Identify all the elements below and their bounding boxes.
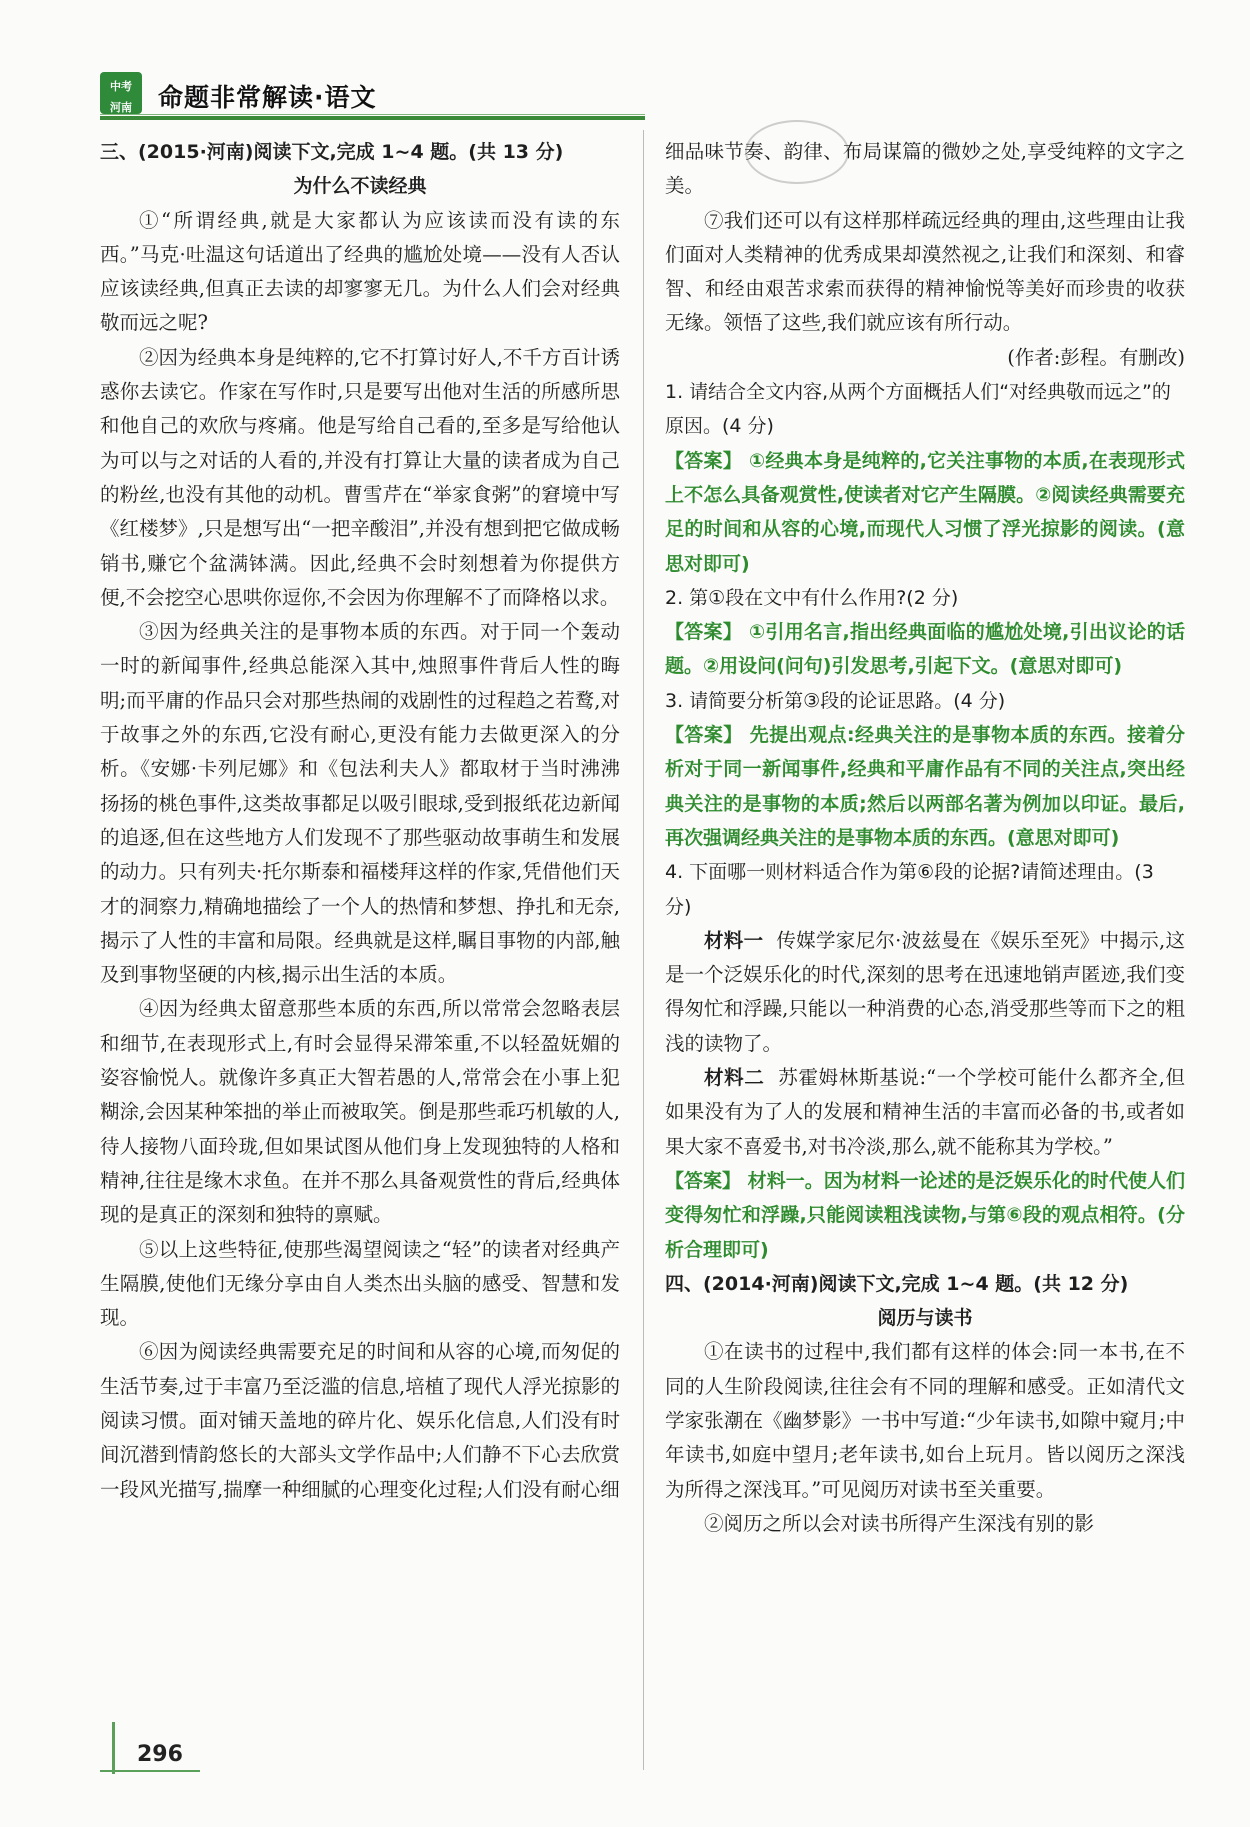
material-2-label: 材料二 [704, 1066, 765, 1090]
answer-2: 【答案】 ①引用名言,指出经典面临的尴尬处境,引出议论的话题。②用设问(问句)引发思考,引起下文。(意思对即可) [665, 621, 1185, 678]
header-divider [100, 116, 645, 120]
paragraph-1: ①“所谓经典,就是大家都认为应该读而没有读的东西。”马克·吐温这句话道出了经典的尴尬处境——没有人否认应该读经典,但真正去读的却寥寥无几。为什么人们会对经典敬而远之呢? [100, 208, 620, 335]
book-logo [100, 72, 142, 114]
author-note: (作者:彭程。有删改) [1007, 345, 1185, 369]
book-title: 命题非常解读·语文 [158, 83, 377, 112]
section4-paragraph-2: ②阅历之所以会对读书所得产生深浅有别的影 [704, 1511, 1095, 1535]
right-column [665, 135, 1185, 1541]
paragraph-4: ④因为经典太留意那些本质的东西,所以常常会忽略表层和细节,在表现形式上,有时会显得呆滞笨重,不以轻盈妩媚的姿容愉悦人。就像许多真正大智若愚的人,常常会在小事上犯糊涂,会因某种笨拙的举止而被取笑。倒是那些乖巧机敏的人,待人接物八面玲珑,但如果试图从他们身上发现独特的人格和精神,往往是缘木求鱼。在并不那么具备观赏性的背后,经典体现的是真正的深刻和独特的禀赋。 [100, 997, 620, 1227]
material-2-text: 苏霍姆林斯基说:“一个学校可能什么都齐全,但如果没有为了人的发展和精神生活的丰富而必备的书,或者如果大家不喜爱书,对书冷淡,那么,就不能称其为学校。” [665, 1066, 1185, 1158]
column-divider [643, 130, 644, 1770]
material-2 [665, 1061, 1185, 1164]
footer-line [100, 1770, 200, 1772]
material-1 [665, 924, 1185, 1061]
material-1-text: 传媒学家尼尔·波兹曼在《娱乐至死》中揭示,这是一个泛娱乐化的时代,深刻的思考在迅速地销声匿迹,我们变得匆忙和浮躁,只能以一种消费的心态,消受那些等而下之的粗浅的读物了。 [665, 928, 1185, 1055]
answer-1: 【答案】 ①经典本身是纯粹的,它关注事物的本质,在表现形式上不怎么具备观赏性,使读者对它产生隔膜。②阅读经典需要充足的时间和从容的心境,而现代人习惯了浮光掠影的阅读。(意思对即可) [665, 449, 1185, 575]
answer-4: 【答案】 材料一。因为材料一论述的是泛娱乐化的时代使人们变得匆忙和浮躁,只能阅读粗浅读物,与第⑥段的观点相符。(分析合理即可) [665, 1169, 1185, 1261]
logo-text-1: 中考 [110, 80, 132, 93]
article-title: 为什么不读经典 [293, 175, 427, 198]
header-divider-thin [100, 114, 645, 115]
question-2: 2. 第①段在文中有什么作用?(2 分) [665, 586, 959, 609]
paragraph-3: ③因为经典关注的是事物本质的东西。对于同一个轰动一时的新闻事件,经典总能深入其中,烛照事件背后人性的晦明;而平庸的作品只会对那些热闹的戏剧性的过程趋之若鹜,对于故事之外的东西,它没有耐心,更没有能力去做更深入的分析。《安娜·卡列尼娜》和《包法利夫人》都取材于当时沸沸扬扬的桃色事件,这类故事都足以吸引眼球,受到报纸花边新闻的追逐,但在这些地方人们发现不了那些驱动故事萌生和发展的动力。只有列夫·托尔斯泰和福楼拜这样的作家,凭借他们天才的洞察力,精确地描绘了一个人的热情和梦想、挣扎和无奈,揭示了人性的丰富和局限。经典就是这样,瞩目事物的内部,触及到事物坚硬的内核,揭示出生活的本质。 [100, 620, 620, 987]
page-number: 296 [137, 1742, 183, 1767]
section3-heading: 三、(2015·河南)阅读下文,完成 1~4 题。(共 13 分) [100, 141, 564, 163]
footer-bar [112, 1722, 115, 1774]
logo-text-2: 河南 [110, 101, 132, 114]
section4-paragraph-1: ①在读书的过程中,我们都有这样的体会:同一本书,在不同的人生阶段阅读,往往会有不同的理解和感受。正如清代文学家张潮在《幽梦影》一书中写道:“少年读书,如隙中窥月;中年读书,如庭中望月;老年读书,如台上玩月。皆以阅历之深浅为所得之深浅耳。”可见阅历对读书至关重要。 [665, 1340, 1185, 1501]
page-header [100, 70, 645, 120]
material-1-label: 材料一 [704, 928, 764, 952]
paragraph-7: ⑦我们还可以有这样那样疏远经典的理由,这些理由让我们面对人类精神的优秀成果却漠然视之,让我们和深刻、和睿智、和经由艰苦求索而获得的精神愉悦等美好而珍贵的收获无缘。领悟了这些,我们就应该有所行动。 [665, 208, 1185, 335]
question-1: 1. 请结合全文内容,从两个方面概括人们“对经典敬而远之”的原因。(4 分) [665, 381, 1171, 438]
paragraph-6: ⑥因为阅读经典需要充足的时间和从容的心境,而匆促的生活节奏,过于丰富乃至泛滥的信息,培植了现代人浮光掠影的阅读习惯。面对铺天盖地的碎片化、娱乐化信息,人们没有时间沉潜到情韵悠长的大部头文学作品中;人们静不下心去欣赏一段风光描写,揣摩一种细腻的心理变化过程;人们没有耐心细 [100, 1340, 620, 1501]
question-3: 3. 请简要分析第③段的论证思路。(4 分) [665, 689, 1006, 712]
question-4: 4. 下面哪一则材料适合作为第⑥段的论据?请简述理由。(3 分) [665, 861, 1154, 918]
section4-heading: 四、(2014·河南)阅读下文,完成 1~4 题。(共 12 分) [665, 1272, 1129, 1295]
section4-article-title: 阅历与读书 [877, 1307, 973, 1330]
answer-3: 【答案】 先提出观点:经典关注的是事物本质的东西。接着分析对于同一新闻事件,经典和平庸作品有不同的关注点,突出经典关注的是事物的本质;然后以两部名著为例加以印证。最后,再次强调经典关注的是事物本质的东西。(意思对即可) [665, 724, 1185, 849]
paragraph-6-continued: 细品味节奏、韵律、布局谋篇的微妙之处,享受纯粹的文字之美。 [665, 140, 1185, 198]
left-column [100, 135, 620, 1507]
paragraph-2: ②因为经典本身是纯粹的,它不打算讨好人,不千方百计诱惑你去读它。作家在写作时,只是要写出他对生活的所感所思和他自己的欢欣与疼痛。他是写给自己看的,至多是写给他认为可以与之对话的人看的,并没有打算让大量的读者成为自己的粉丝,也没有其他的动机。曹雪芹在“举家食粥”的窘境中写《红楼梦》,只是想写出“一把辛酸泪”,并没有想到把它做成畅销书,赚它个盆满钵满。因此,经典不会时刻想着为你提供方便,不会挖空心思哄你逗你,不会因为你理解不了而降格以求。 [100, 345, 620, 609]
paragraph-5: ⑤以上这些特征,使那些渴望阅读之“轻”的读者对经典产生隔膜,使他们无缘分享由自人类杰出头脑的感受、智慧和发现。 [100, 1237, 620, 1330]
